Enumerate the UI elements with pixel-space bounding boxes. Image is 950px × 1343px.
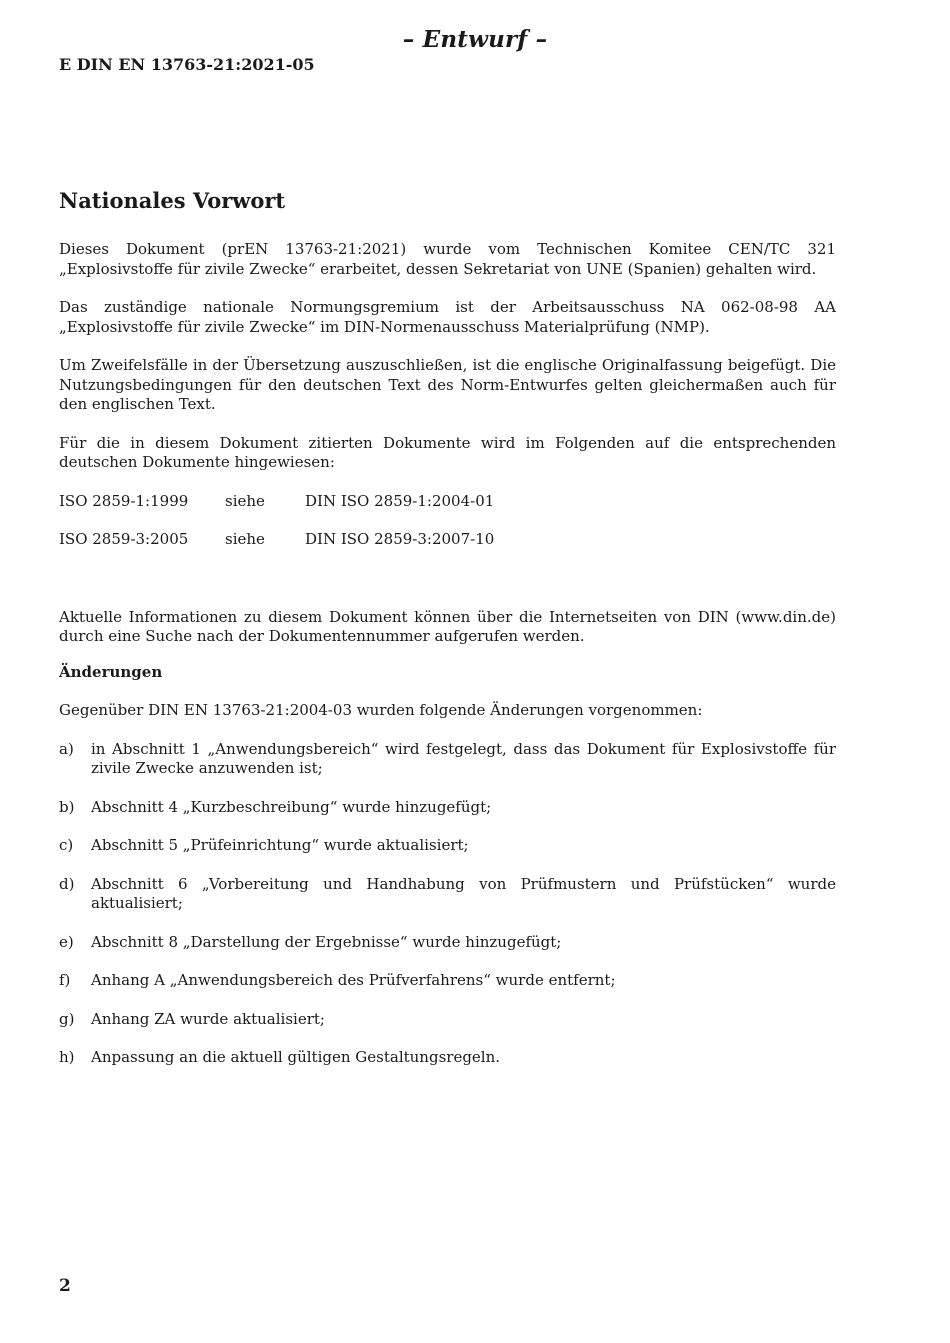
paragraph: Um Zweifelsfälle in der Übersetzung auszuschließen, ist die englische Originalfassung beigefügt. Die Nutzungsbedingungen für den deutschen Text des Norm-Entwurfes gelten gleichermaßen auch für den englischen Text.	[59, 356, 836, 413]
list-text: Abschnitt 5 „Prüfeinrichtung“ wurde aktualisiert;	[91, 836, 469, 854]
changes-intro: Gegenüber DIN EN 13763-21:2004-03 wurden folgende Änderungen vorgenommen:	[59, 701, 703, 719]
list-text: Abschnitt 8 „Darstellung der Ergebnisse“ wurde hinzugefügt;	[91, 932, 562, 951]
spacer	[59, 569, 836, 608]
reference-row	[59, 530, 836, 550]
list-item	[59, 971, 836, 991]
list-letter: b)	[59, 797, 75, 816]
section-title: Nationales Vorwort	[59, 188, 286, 213]
list-letter: d)	[59, 874, 75, 893]
list-letter: c)	[59, 836, 74, 854]
reference-iso: ISO 2859-1:1999	[59, 491, 189, 510]
list-letter: a)	[59, 739, 74, 758]
list-letter: e)	[59, 932, 74, 951]
list-letter: h)	[59, 1048, 75, 1066]
list-letter: g)	[59, 1009, 75, 1028]
list-item	[59, 798, 836, 818]
list-item	[59, 740, 836, 779]
reference-din: DIN ISO 2859-3:2007-10	[305, 530, 495, 548]
paragraph: Dieses Dokument (prEN 13763-21:2021) wurde vom Technischen Komitee CEN/TC 321 „Explosivstoffe für zivile Zwecke“ erarbeitet, dessen Sekretariat von UNE (Spanien) gehalten wird.	[59, 240, 836, 278]
paragraph: Für die in diesem Dokument zitierten Dokumente wird im Folgenden auf die entsprechenden deutschen Dokumente hingewiesen:	[59, 433, 836, 471]
page-number: 2	[59, 1276, 71, 1296]
list-item	[59, 933, 836, 953]
list-item	[59, 836, 836, 856]
list-item	[59, 1010, 836, 1030]
list-text: Anhang A „Anwendungsbereich des Prüfverfahrens“ wurde entfernt;	[91, 971, 616, 989]
list-text: Anhang ZA wurde aktualisiert;	[91, 1009, 325, 1028]
list-text: in Abschnitt 1 „Anwendungsbereich“ wird festgelegt, dass das Dokument für Explosivstoffe für zivile Zwecke anzuwenden ist;	[91, 739, 836, 777]
info-paragraph: Aktuelle Informationen zu diesem Dokument können über die Internetseiten von DIN (www.din.de) durch eine Suche nach der Dokumentennummer aufgerufen werden.	[59, 607, 836, 645]
list-text: Abschnitt 4 „Kurzbeschreibung“ wurde hinzugefügt;	[91, 797, 492, 816]
draft-label: – Entwurf –	[402, 26, 548, 53]
paragraph: Das zuständige nationale Normungsgremium ist der Arbeitsausschuss NA 062-08-98 AA „Explosivstoffe für zivile Zwecke“ im DIN-Normenausschuss Materialprüfung (NMP).	[59, 298, 836, 336]
list-text: Anpassung an die aktuell gültigen Gestaltungsregeln.	[91, 1048, 501, 1066]
document-id: E DIN EN 13763-21:2021-05	[59, 55, 315, 74]
main-content	[59, 186, 836, 1087]
list-item	[59, 875, 836, 914]
list-item	[59, 1048, 836, 1068]
changes-heading: Änderungen	[59, 662, 163, 681]
reference-see: siehe	[225, 530, 265, 548]
list-letter: f)	[59, 971, 71, 989]
reference-din: DIN ISO 2859-1:2004-01	[305, 491, 495, 510]
reference-row	[59, 492, 836, 512]
reference-iso: ISO 2859-3:2005	[59, 530, 189, 548]
reference-see: siehe	[225, 491, 265, 510]
list-text: Abschnitt 6 „Vorbereitung und Handhabung von Prüfmustern und Prüfstücken“ wurde aktualisiert;	[91, 874, 836, 912]
